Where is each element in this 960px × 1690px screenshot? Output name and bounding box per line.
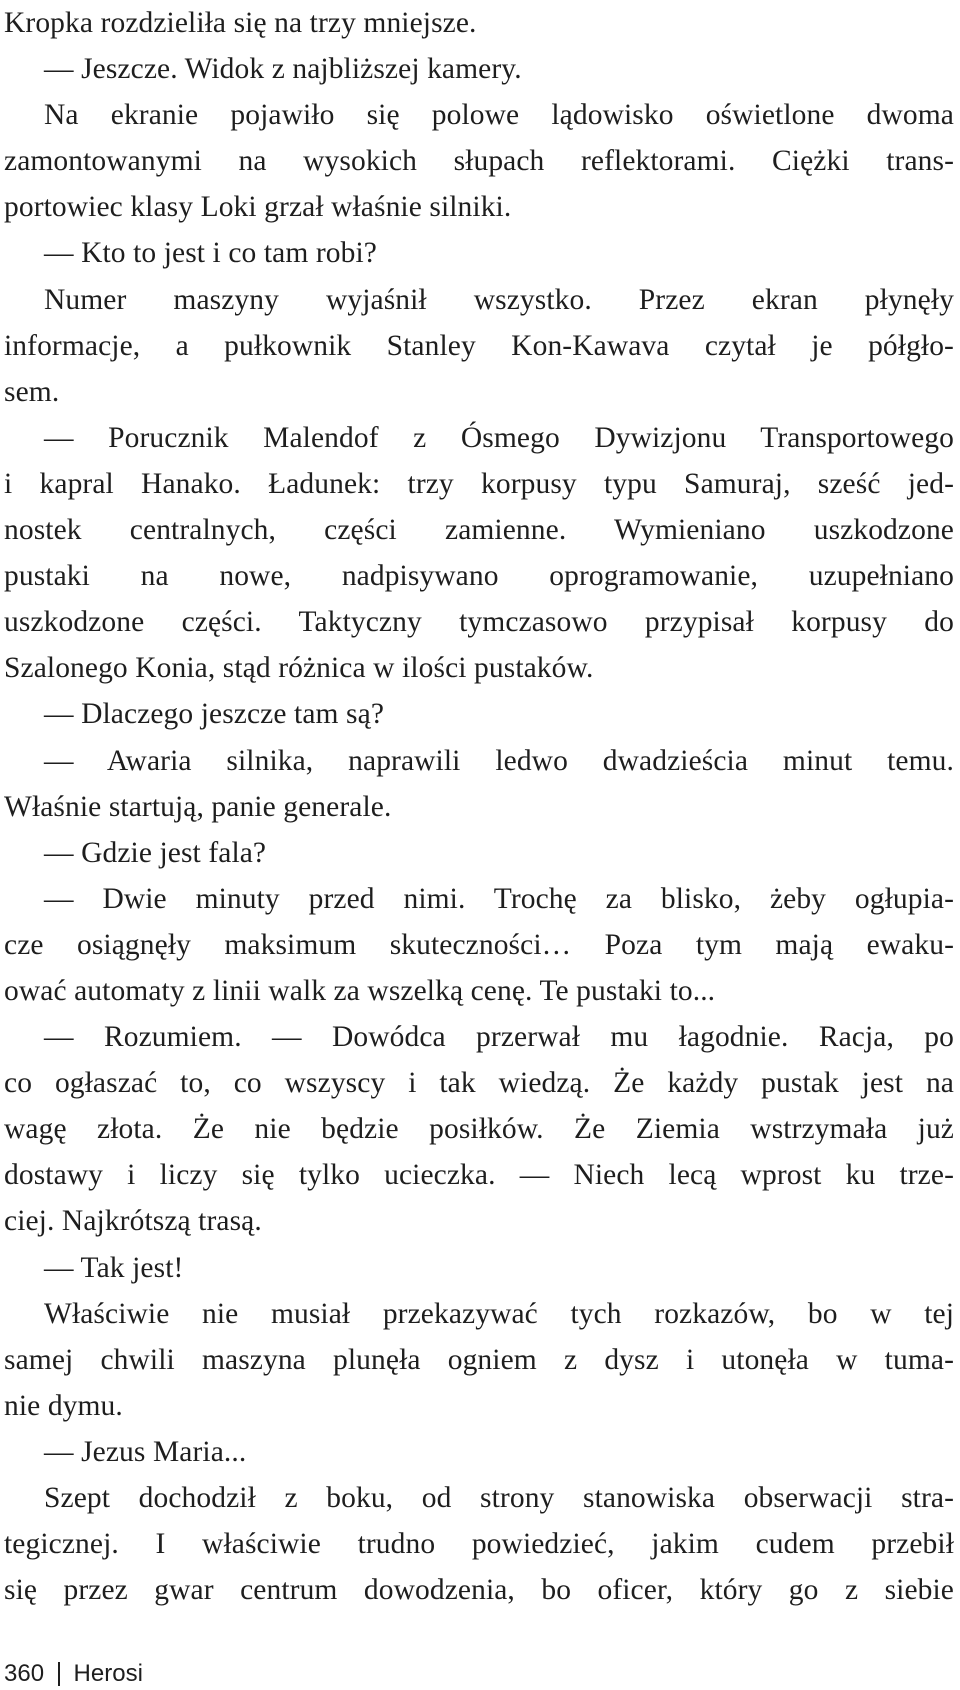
- text-line: Właściwie nie musiał przekazywać tych rozkazów, bo w tej: [44, 1297, 954, 1330]
- text-line: Właśnie startują, panie generale.: [4, 790, 392, 823]
- text-line: sem.: [4, 375, 60, 408]
- text-line: nie dymu.: [4, 1389, 123, 1422]
- page-text: [4, 0, 954, 1613]
- text-line: tegicznej. I właściwie trudno powiedzieć, jakim cudem przebił: [4, 1528, 954, 1561]
- text-line: — Dlaczego jeszcze tam są?: [44, 698, 385, 731]
- text-line: uszkodzone części. Taktyczny tymczasowo przypisał korpusy do: [4, 606, 954, 639]
- running-title: Herosi: [73, 1660, 143, 1687]
- text-line: — Jeszcze. Widok z najbliższej kamery.: [44, 53, 522, 86]
- text-line: cze osiągnęły maksimum skuteczności… Poza tym mają ewaku-: [4, 928, 954, 961]
- text-line: i kapral Hanako. Ładunek: trzy korpusy typu Samuraj, sześć jed-: [4, 467, 954, 500]
- text-line: informacje, a pułkownik Stanley Kon-Kawava czytał je półgło-: [4, 329, 954, 362]
- text-line: zamontowanymi na wysokich słupach reflektorami. Ciężki trans-: [4, 145, 954, 178]
- text-line: pustaki na nowe, nadpisywano oprogramowanie, uzupełniano: [4, 560, 954, 593]
- text-line: Numer maszyny wyjaśnił wszystko. Przez ekran płynęły: [44, 283, 954, 316]
- text-line: — Jezus Maria...: [44, 1435, 247, 1468]
- text-line: nostek centralnych, części zamienne. Wymieniano uszkodzone: [4, 514, 954, 547]
- text-line: dostawy i liczy się tylko ucieczka. — Niech lecą wprost ku trze-: [4, 1159, 954, 1192]
- text-line: Na ekranie pojawiło się polowe lądowisko oświetlone dwoma: [44, 99, 954, 132]
- text-line: portowiec klasy Loki grzał właśnie silniki.: [4, 191, 512, 224]
- text-line: — Tak jest!: [44, 1251, 184, 1284]
- footer-separator: [58, 1662, 60, 1686]
- text-line: wagę złota. Że nie będzie posiłków. Że Ziemia wstrzymała już: [4, 1113, 954, 1146]
- text-line: co ogłaszać to, co wszyscy i tak wiedzą. Że każdy pustak jest na: [4, 1067, 954, 1100]
- text-line: — Awaria silnika, naprawili ledwo dwadzieścia minut temu.: [44, 744, 954, 777]
- text-line: samej chwili maszyna plunęła ogniem z dysz i utonęła w tuma-: [4, 1343, 954, 1376]
- text-line: — Porucznik Malendof z Ósmego Dywizjonu Transportowego: [44, 421, 954, 454]
- text-line: Szalonego Konia, stąd różnica w ilości pustaków.: [4, 652, 594, 685]
- text-line: ciej. Najkrótszą trasą.: [4, 1205, 262, 1238]
- text-line: Kropka rozdzieliła się na trzy mniejsze.: [4, 7, 477, 39]
- text-line: ować automaty z linii walk za wszelką cenę. Te pustaki to...: [4, 974, 716, 1007]
- page-number: 360: [4, 1660, 45, 1687]
- page-footer: [4, 1660, 143, 1688]
- text-line: — Gdzie jest fala?: [44, 836, 267, 869]
- text-line: się przez gwar centrum dowodzenia, bo oficer, który go z siebie: [4, 1574, 954, 1607]
- text-line: — Rozumiem. — Dowódca przerwał mu łagodnie. Racja, po: [44, 1021, 954, 1054]
- text-line: — Kto to jest i co tam robi?: [44, 237, 377, 270]
- text-line: — Dwie minuty przed nimi. Trochę za blisko, żeby ogłupia-: [44, 882, 954, 915]
- text-line: Szept dochodził z boku, od strony stanowiska obserwacji stra-: [44, 1482, 954, 1514]
